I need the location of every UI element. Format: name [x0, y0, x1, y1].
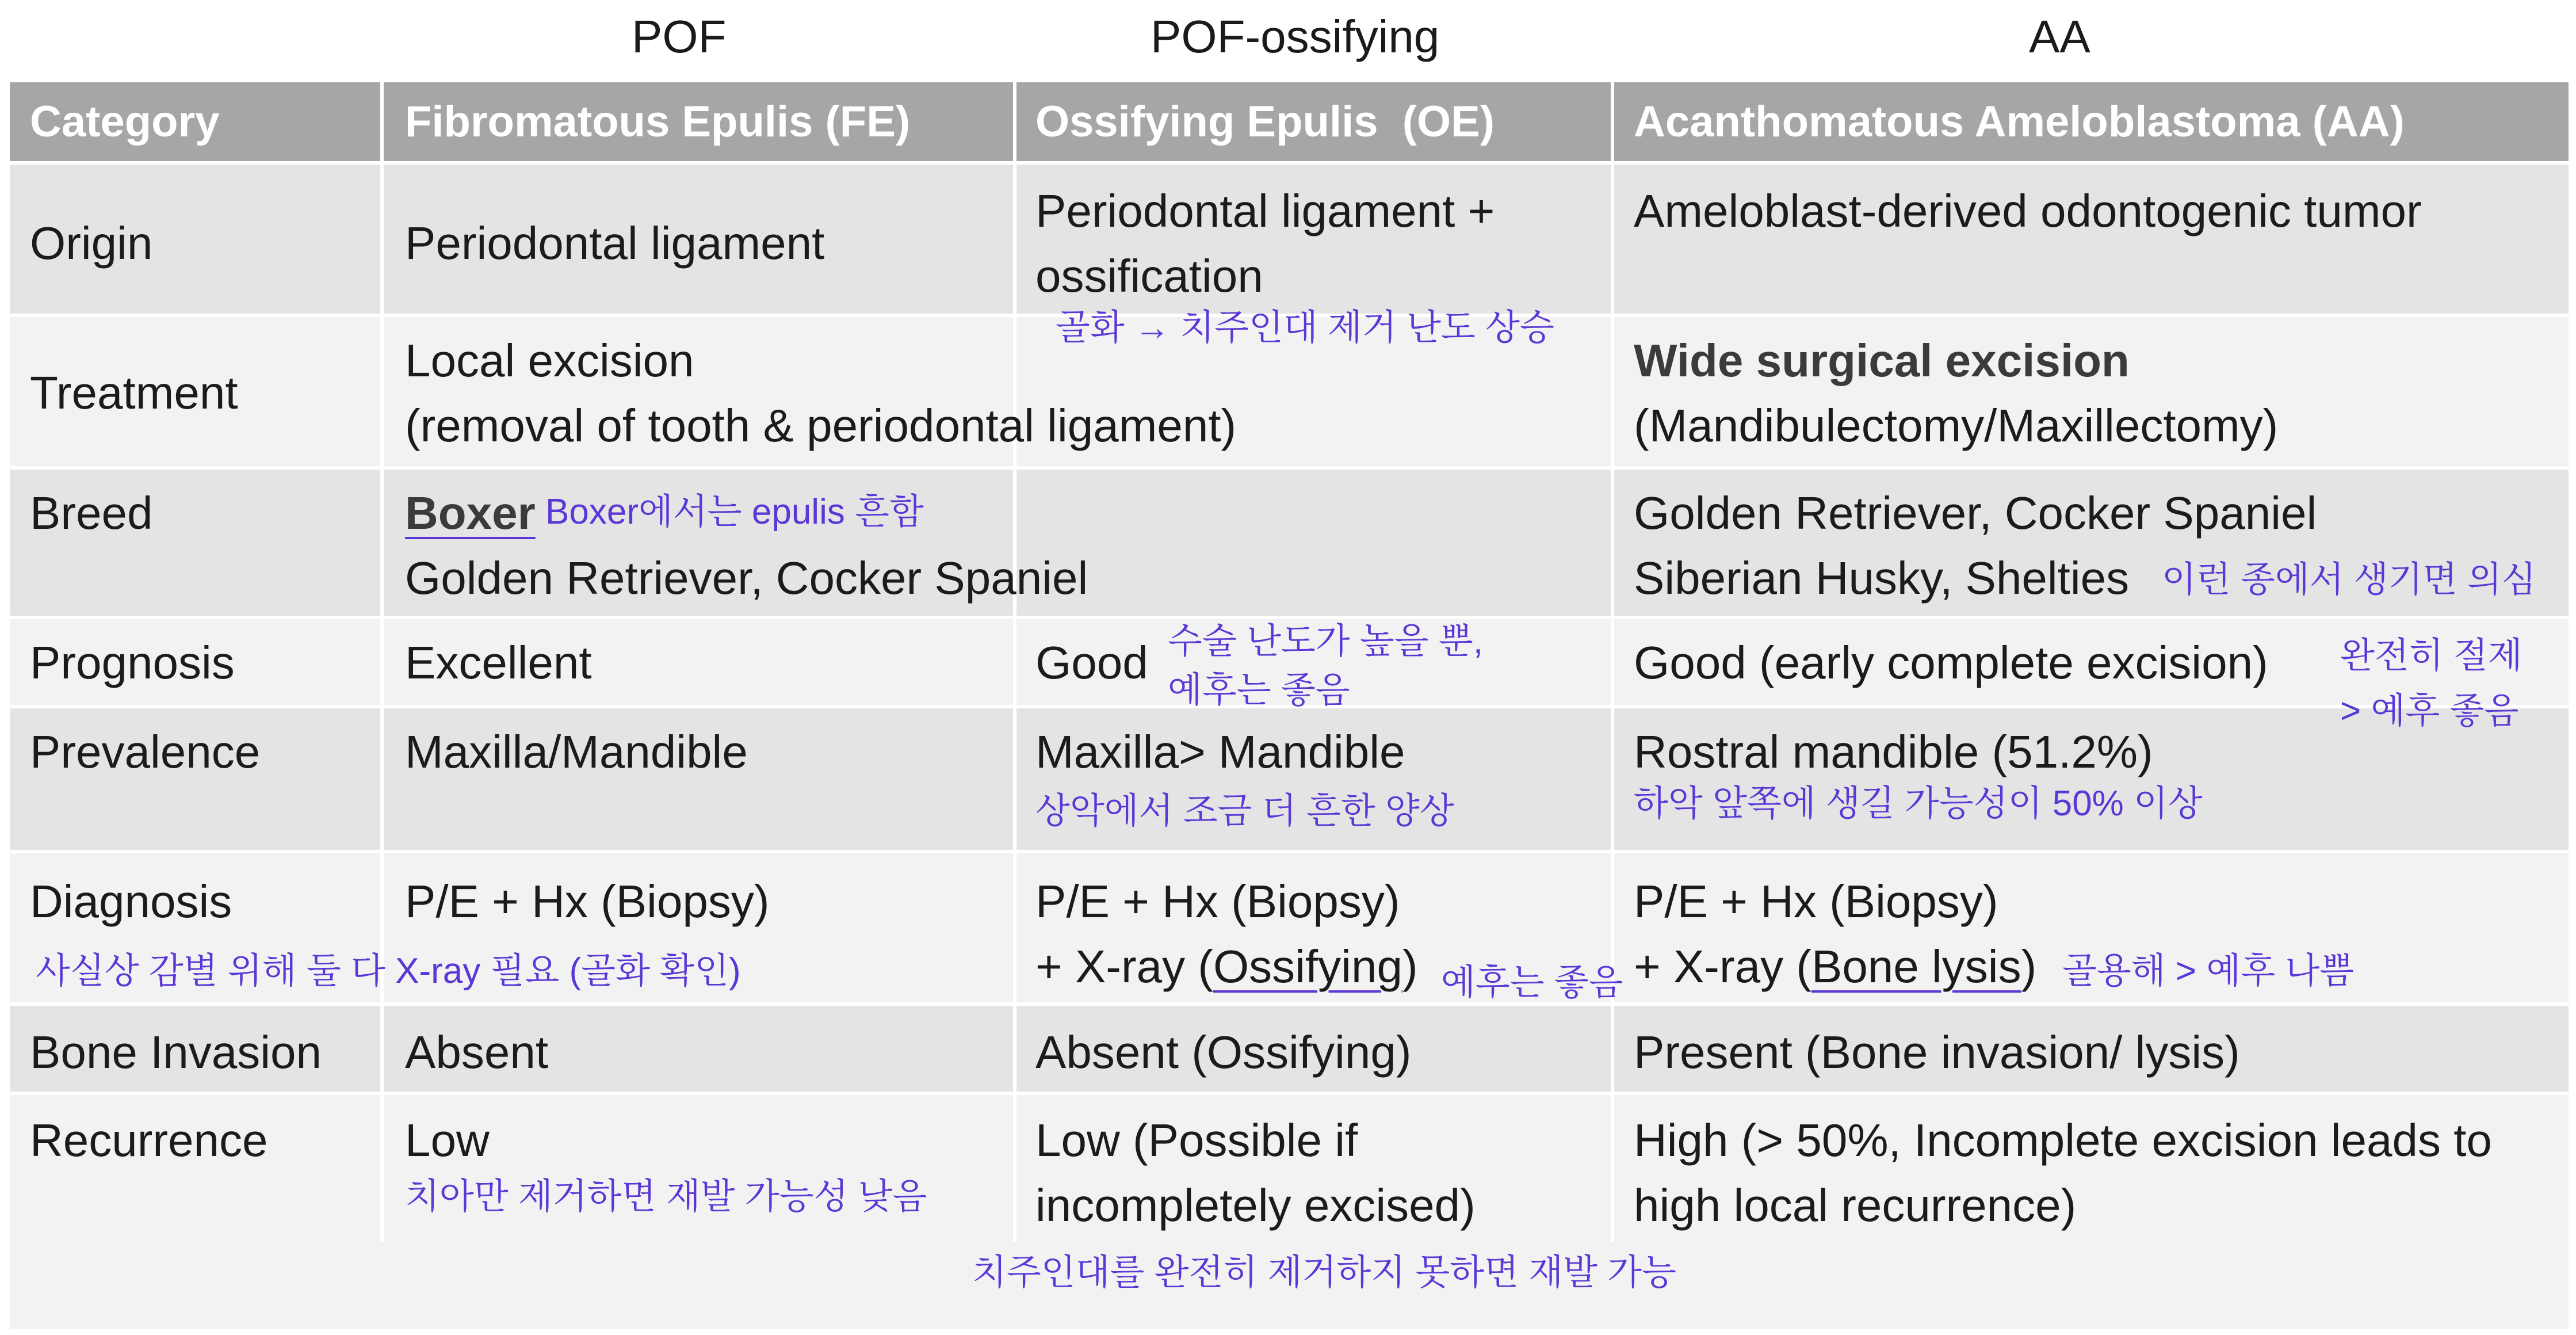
row-divider — [10, 466, 2569, 470]
bone-invasion-oe: Absent (Ossifying) — [1035, 1027, 1412, 1078]
header-fibromatous-epulis: Fibromatous Epulis (FE) — [405, 97, 911, 146]
recurrence-oe-line1: Low (Possible if — [1035, 1115, 1358, 1166]
prognosis-category: Prognosis — [30, 637, 235, 688]
breed-fe-line2: Golden Retriever, Cocker Spaniel — [405, 552, 1088, 604]
prognosis-oe: Good — [1035, 637, 1148, 688]
breed-category: Breed — [30, 487, 153, 539]
note-fe-recurrence: 치아만 제거하면 재발 가능성 낮음 — [405, 1177, 927, 1216]
pof-ossifying-column-label: POF-ossifying — [1151, 11, 1440, 62]
row-divider — [10, 1002, 2569, 1006]
row-divider — [10, 161, 2569, 165]
diagnosis-oe-line2-post: ) — [1402, 941, 1418, 992]
diagnosis-aa-bone-lysis: Bone lysis — [1811, 941, 2021, 992]
recurrence-aa-line1: High (> 50%, Incomplete excision leads to — [1634, 1115, 2492, 1166]
note-aa-prognosis-2: > 예후 좋음 — [2340, 691, 2519, 731]
row-divider — [10, 1092, 2569, 1095]
pof-column-label: POF — [632, 11, 727, 62]
prevalence-fe: Maxilla/Mandible — [405, 726, 748, 777]
header-ossifying-epulis: Ossifying Epulis (OE) — [1035, 97, 1495, 146]
note-diagnosis-left: 사실상 감별 위해 둘 다 X-ray 필요 (골화 확인) — [36, 951, 741, 991]
prevalence-category: Prevalence — [30, 726, 261, 777]
treatment-aa-line2: (Mandibulectomy/Maxillectomy) — [1634, 400, 2279, 451]
treatment-aa-line1: Wide surgical excision — [1634, 335, 2130, 386]
note-ossification: 골화 → 치주인대 제거 난도 상승 — [1056, 308, 1554, 348]
note-boxer: Boxer에서는 epulis 흔함 — [545, 492, 924, 532]
prognosis-fe: Excellent — [405, 637, 592, 688]
diagnosis-aa-line1: P/E + Hx (Biopsy) — [1634, 876, 1998, 927]
diagnosis-fe: P/E + Hx (Biopsy) — [405, 876, 770, 927]
bone-invasion-aa: Present (Bone invasion/ lysis) — [1634, 1027, 2240, 1078]
diagnosis-aa-line2 — [1634, 934, 2036, 999]
breed-aa-line2: Siberian Husky, Shelties — [1634, 552, 2130, 604]
breed-aa-line1: Golden Retriever, Cocker Spaniel — [1634, 487, 2317, 539]
recurrence-oe-line2: incompletely excised) — [1035, 1180, 1476, 1231]
header-category: Category — [30, 97, 220, 146]
header-acanthomatous-ameloblastoma: Acanthomatous Ameloblastoma (AA) — [1634, 97, 2405, 146]
column-divider — [380, 82, 384, 1242]
prevalence-oe: Maxilla> Mandible — [1035, 726, 1405, 777]
origin-oe-line2: ossification — [1035, 250, 1263, 302]
diagnosis-aa-line2-pre: + X-ray ( — [1634, 941, 1811, 992]
diagnosis-oe-line1: P/E + Hx (Biopsy) — [1035, 876, 1400, 927]
column-divider — [1013, 82, 1016, 1242]
bone-invasion-fe: Absent — [405, 1027, 549, 1078]
note-aa-prevalence: 하악 앞쪽에 생길 가능성이 50% 이상 — [1634, 784, 2203, 823]
note-oe-diagnosis: 예후는 좋음 — [1441, 963, 1623, 1002]
bone-invasion-category: Bone Invasion — [30, 1027, 322, 1078]
recurrence-category: Recurrence — [30, 1115, 268, 1166]
treatment-fe-line2: (removal of tooth & periodontal ligament) — [405, 400, 1237, 451]
treatment-category: Treatment — [30, 367, 238, 418]
origin-oe-line1: Periodontal ligament + — [1035, 185, 1495, 237]
breed-fe-line1: Boxer — [405, 487, 536, 539]
note-oe-prevalence: 상악에서 조금 더 흔한 양상 — [1035, 791, 1454, 831]
column-divider — [1611, 82, 1614, 1242]
note-aa-breed: 이런 종에서 생기면 의심 — [2162, 560, 2536, 600]
prognosis-aa: Good (early complete excision) — [1634, 637, 2268, 688]
origin-fe: Periodontal ligament — [405, 218, 825, 269]
treatment-fe-line1: Local excision — [405, 335, 694, 386]
diagnosis-oe-line2-pre: + X-ray ( — [1035, 941, 1213, 992]
note-aa-prognosis-1: 완전히 절제 — [2340, 636, 2523, 676]
diagnosis-oe-ossifying: Ossifying — [1213, 941, 1402, 992]
aa-column-label: AA — [2029, 11, 2090, 62]
diagnosis-oe-line2 — [1035, 934, 1418, 999]
prevalence-aa: Rostral mandible (51.2%) — [1634, 726, 2153, 777]
note-recurrence-bottom: 치주인대를 완전히 제거하지 못하면 재발 가능 — [972, 1253, 1677, 1292]
origin-category: Origin — [30, 218, 153, 269]
row-divider — [10, 850, 2569, 853]
diagnosis-aa-line2-post: ) — [2021, 941, 2037, 992]
note-aa-diagnosis: 골용해 > 예후 나쁨 — [2062, 951, 2355, 991]
note-oe-prognosis-2: 예후는 좋음 — [1168, 670, 1350, 710]
diagnosis-category: Diagnosis — [30, 876, 232, 927]
recurrence-fe: Low — [405, 1115, 490, 1166]
origin-aa: Ameloblast-derived odontogenic tumor — [1634, 185, 2422, 237]
recurrence-aa-line2: high local recurrence) — [1634, 1180, 2077, 1231]
note-oe-prognosis-1: 수술 난도가 높을 뿐, — [1168, 621, 1484, 661]
